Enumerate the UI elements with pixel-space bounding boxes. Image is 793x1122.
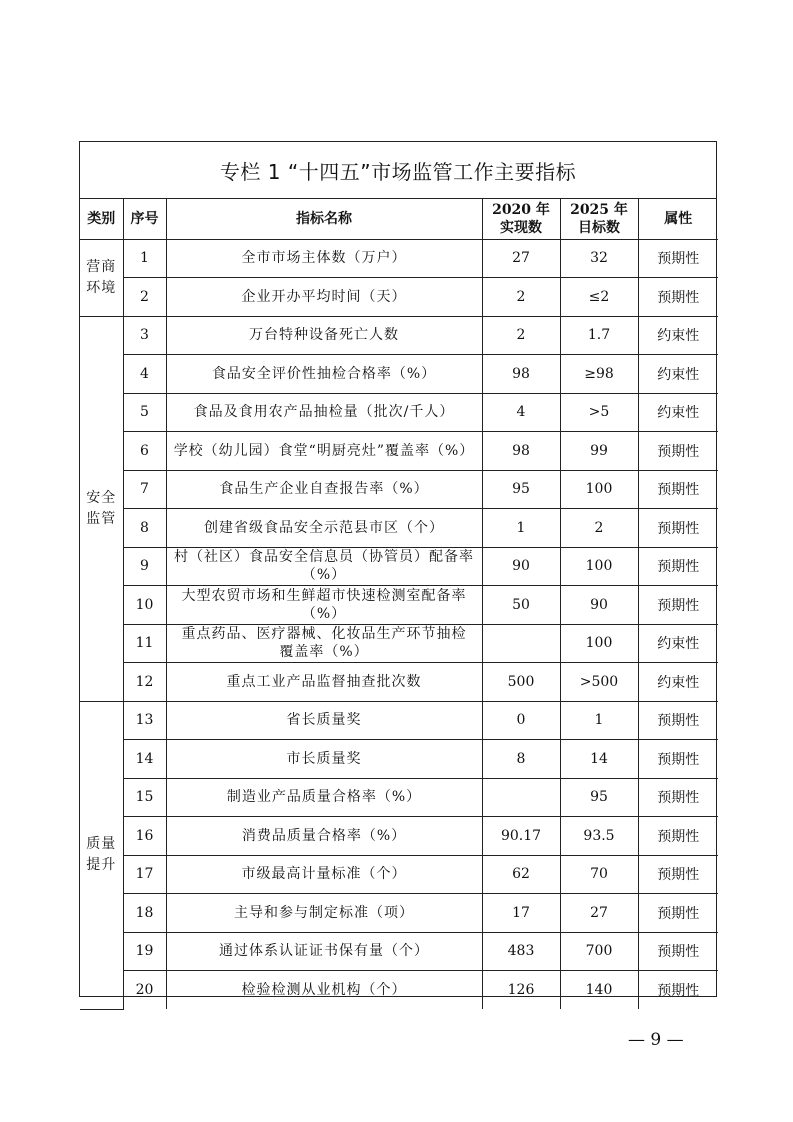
actual-2020-cell: 1 <box>482 509 560 548</box>
indicator-name-cell: 消费品质量合格率（%） <box>166 817 482 856</box>
header-target <box>560 199 638 239</box>
index-cell: 7 <box>123 470 166 509</box>
attribute-cell: 约束性 <box>638 355 718 394</box>
attribute-cell: 约束性 <box>638 393 718 432</box>
indicator-name-cell: 全市市场主体数（万户） <box>166 239 482 278</box>
table-row <box>80 932 718 971</box>
actual-2020-cell: 17 <box>482 894 560 933</box>
header-row <box>80 199 718 239</box>
header-target-label: 目标数 <box>578 219 620 236</box>
indicator-name-cell: 制造业产品质量合格率（%） <box>166 778 482 817</box>
target-2025-cell: 1 <box>560 701 638 740</box>
indicator-name-line: 覆盖率（%） <box>279 644 369 661</box>
index-cell: 11 <box>123 624 166 663</box>
table-row <box>80 432 718 471</box>
target-2025-cell: 100 <box>560 547 638 586</box>
actual-2020-cell <box>482 778 560 817</box>
index-cell: 13 <box>123 701 166 740</box>
indicator-name-cell: 食品生产企业自查报告率（%） <box>166 470 482 509</box>
actual-2020-cell: 8 <box>482 740 560 779</box>
header-actual-year: 2020 年 <box>492 201 550 218</box>
actual-2020-cell: 90.17 <box>482 817 560 856</box>
table-row <box>80 239 718 278</box>
target-2025-cell: 93.5 <box>560 817 638 856</box>
index-cell: 4 <box>123 355 166 394</box>
category-line: 质量 <box>86 836 117 852</box>
header-actual <box>482 199 560 239</box>
actual-2020-cell <box>482 624 560 663</box>
actual-2020-cell: 95 <box>482 470 560 509</box>
target-2025-cell: 1.7 <box>560 316 638 355</box>
table-row <box>80 316 718 355</box>
target-2025-cell: 700 <box>560 932 638 971</box>
header-name: 指标名称 <box>166 199 482 239</box>
target-2025-cell: ≤2 <box>560 278 638 317</box>
target-2025-cell: 32 <box>560 239 638 278</box>
actual-2020-cell: 90 <box>482 547 560 586</box>
category-cell <box>80 701 123 1009</box>
category-cell <box>80 239 123 316</box>
indicator-name-cell: 省长质量奖 <box>166 701 482 740</box>
actual-2020-cell: 500 <box>482 663 560 702</box>
actual-2020-cell: 126 <box>482 971 560 1010</box>
indicator-name-cell: 主导和参与制定标准（项） <box>166 894 482 933</box>
index-cell: 17 <box>123 855 166 894</box>
indicator-table <box>80 199 718 1010</box>
target-2025-cell: 27 <box>560 894 638 933</box>
index-cell: 19 <box>123 932 166 971</box>
indicator-name-cell: 学校（幼儿园）食堂“明厨亮灶”覆盖率（%） <box>166 432 482 471</box>
attribute-cell: 约束性 <box>638 316 718 355</box>
table-row <box>80 817 718 856</box>
header-attribute: 属性 <box>638 199 718 239</box>
target-2025-cell: 99 <box>560 432 638 471</box>
indicator-name-cell: 万台特种设备死亡人数 <box>166 316 482 355</box>
target-2025-cell: ≥98 <box>560 355 638 394</box>
indicator-name-cell: 市长质量奖 <box>166 740 482 779</box>
attribute-cell: 预期性 <box>638 586 718 625</box>
target-2025-cell: 2 <box>560 509 638 548</box>
table-row <box>80 509 718 548</box>
target-2025-cell: 140 <box>560 971 638 1010</box>
target-2025-cell: 14 <box>560 740 638 779</box>
attribute-cell: 约束性 <box>638 663 718 702</box>
table-row <box>80 701 718 740</box>
header-actual-label: 实现数 <box>500 219 542 236</box>
indicator-name-cell: 大型农贸市场和生鲜超市快速检测室配备率（%） <box>166 586 482 625</box>
table-row <box>80 470 718 509</box>
header-category: 类别 <box>80 199 123 239</box>
indicator-name-line: 重点药品、医疗器械、化妆品生产环节抽检 <box>181 626 467 643</box>
category-line: 环境 <box>86 279 117 296</box>
table-row <box>80 586 718 625</box>
table-row <box>80 355 718 394</box>
index-cell: 1 <box>123 239 166 278</box>
actual-2020-cell: 62 <box>482 855 560 894</box>
table-row <box>80 624 718 663</box>
index-cell: 8 <box>123 509 166 548</box>
category-line: 营商 <box>86 258 117 275</box>
actual-2020-cell: 98 <box>482 355 560 394</box>
header-index: 序号 <box>123 199 166 239</box>
actual-2020-cell: 27 <box>482 239 560 278</box>
indicator-name-cell: 市级最高计量标准（个） <box>166 855 482 894</box>
attribute-cell: 预期性 <box>638 470 718 509</box>
attribute-cell: 预期性 <box>638 432 718 471</box>
indicator-name-cell: 食品安全评价性抽检合格率（%） <box>166 355 482 394</box>
attribute-cell: 预期性 <box>638 278 718 317</box>
target-2025-cell: 90 <box>560 586 638 625</box>
attribute-cell: 预期性 <box>638 509 718 548</box>
indicator-name-cell: 创建省级食品安全示范县市区（个） <box>166 509 482 548</box>
actual-2020-cell: 0 <box>482 701 560 740</box>
target-2025-cell: 70 <box>560 855 638 894</box>
index-cell: 3 <box>123 316 166 355</box>
table-row <box>80 393 718 432</box>
index-cell: 12 <box>123 663 166 702</box>
actual-2020-cell: 4 <box>482 393 560 432</box>
category-line: 监管 <box>86 510 117 527</box>
indicator-name-cell: 重点工业产品监督抽查批次数 <box>166 663 482 702</box>
indicator-name-cell: 村（社区）食品安全信息员（协管员）配备率（%） <box>166 547 482 586</box>
index-cell: 6 <box>123 432 166 471</box>
table-row <box>80 855 718 894</box>
attribute-cell: 预期性 <box>638 932 718 971</box>
target-2025-cell: 95 <box>560 778 638 817</box>
index-cell: 10 <box>123 586 166 625</box>
indicator-name-cell: 企业开办平均时间（天） <box>166 278 482 317</box>
actual-2020-cell: 483 <box>482 932 560 971</box>
attribute-cell: 预期性 <box>638 239 718 278</box>
table-row <box>80 740 718 779</box>
index-cell: 2 <box>123 278 166 317</box>
category-line: 提升 <box>86 857 117 873</box>
actual-2020-cell: 50 <box>482 586 560 625</box>
category-line: 安全 <box>86 489 117 506</box>
actual-2020-cell: 2 <box>482 278 560 317</box>
table-row <box>80 778 718 817</box>
table-row <box>80 971 718 1010</box>
target-2025-cell: 100 <box>560 624 638 663</box>
attribute-cell: 约束性 <box>638 624 718 663</box>
indicator-table-frame <box>79 141 717 997</box>
indicator-name-cell <box>166 624 482 663</box>
target-2025-cell: 100 <box>560 470 638 509</box>
index-cell: 14 <box>123 740 166 779</box>
actual-2020-cell: 98 <box>482 432 560 471</box>
table-row <box>80 663 718 702</box>
index-cell: 5 <box>123 393 166 432</box>
page-number: — 9 — <box>628 1030 684 1050</box>
target-2025-cell: >5 <box>560 393 638 432</box>
index-cell: 15 <box>123 778 166 817</box>
table-row <box>80 894 718 933</box>
indicator-name-cell: 通过体系认证证书保有量（个） <box>166 932 482 971</box>
attribute-cell: 预期性 <box>638 971 718 1010</box>
header-target-year: 2025 年 <box>570 201 628 218</box>
target-2025-cell: >500 <box>560 663 638 702</box>
index-cell: 9 <box>123 547 166 586</box>
attribute-cell: 预期性 <box>638 778 718 817</box>
index-cell: 20 <box>123 971 166 1010</box>
actual-2020-cell: 2 <box>482 316 560 355</box>
attribute-cell: 预期性 <box>638 547 718 586</box>
indicator-name-cell: 检验检测从业机构（个） <box>166 971 482 1010</box>
table-row <box>80 278 718 317</box>
attribute-cell: 预期性 <box>638 855 718 894</box>
indicator-name-cell: 食品及食用农产品抽检量（批次/千人） <box>166 393 482 432</box>
table-row <box>80 547 718 586</box>
attribute-cell: 预期性 <box>638 740 718 779</box>
index-cell: 16 <box>123 817 166 856</box>
attribute-cell: 预期性 <box>638 817 718 856</box>
table-title: 专栏 1 “十四五”市场监管工作主要指标 <box>80 142 716 199</box>
attribute-cell: 预期性 <box>638 894 718 933</box>
attribute-cell: 预期性 <box>638 701 718 740</box>
index-cell: 18 <box>123 894 166 933</box>
category-cell <box>80 316 123 701</box>
